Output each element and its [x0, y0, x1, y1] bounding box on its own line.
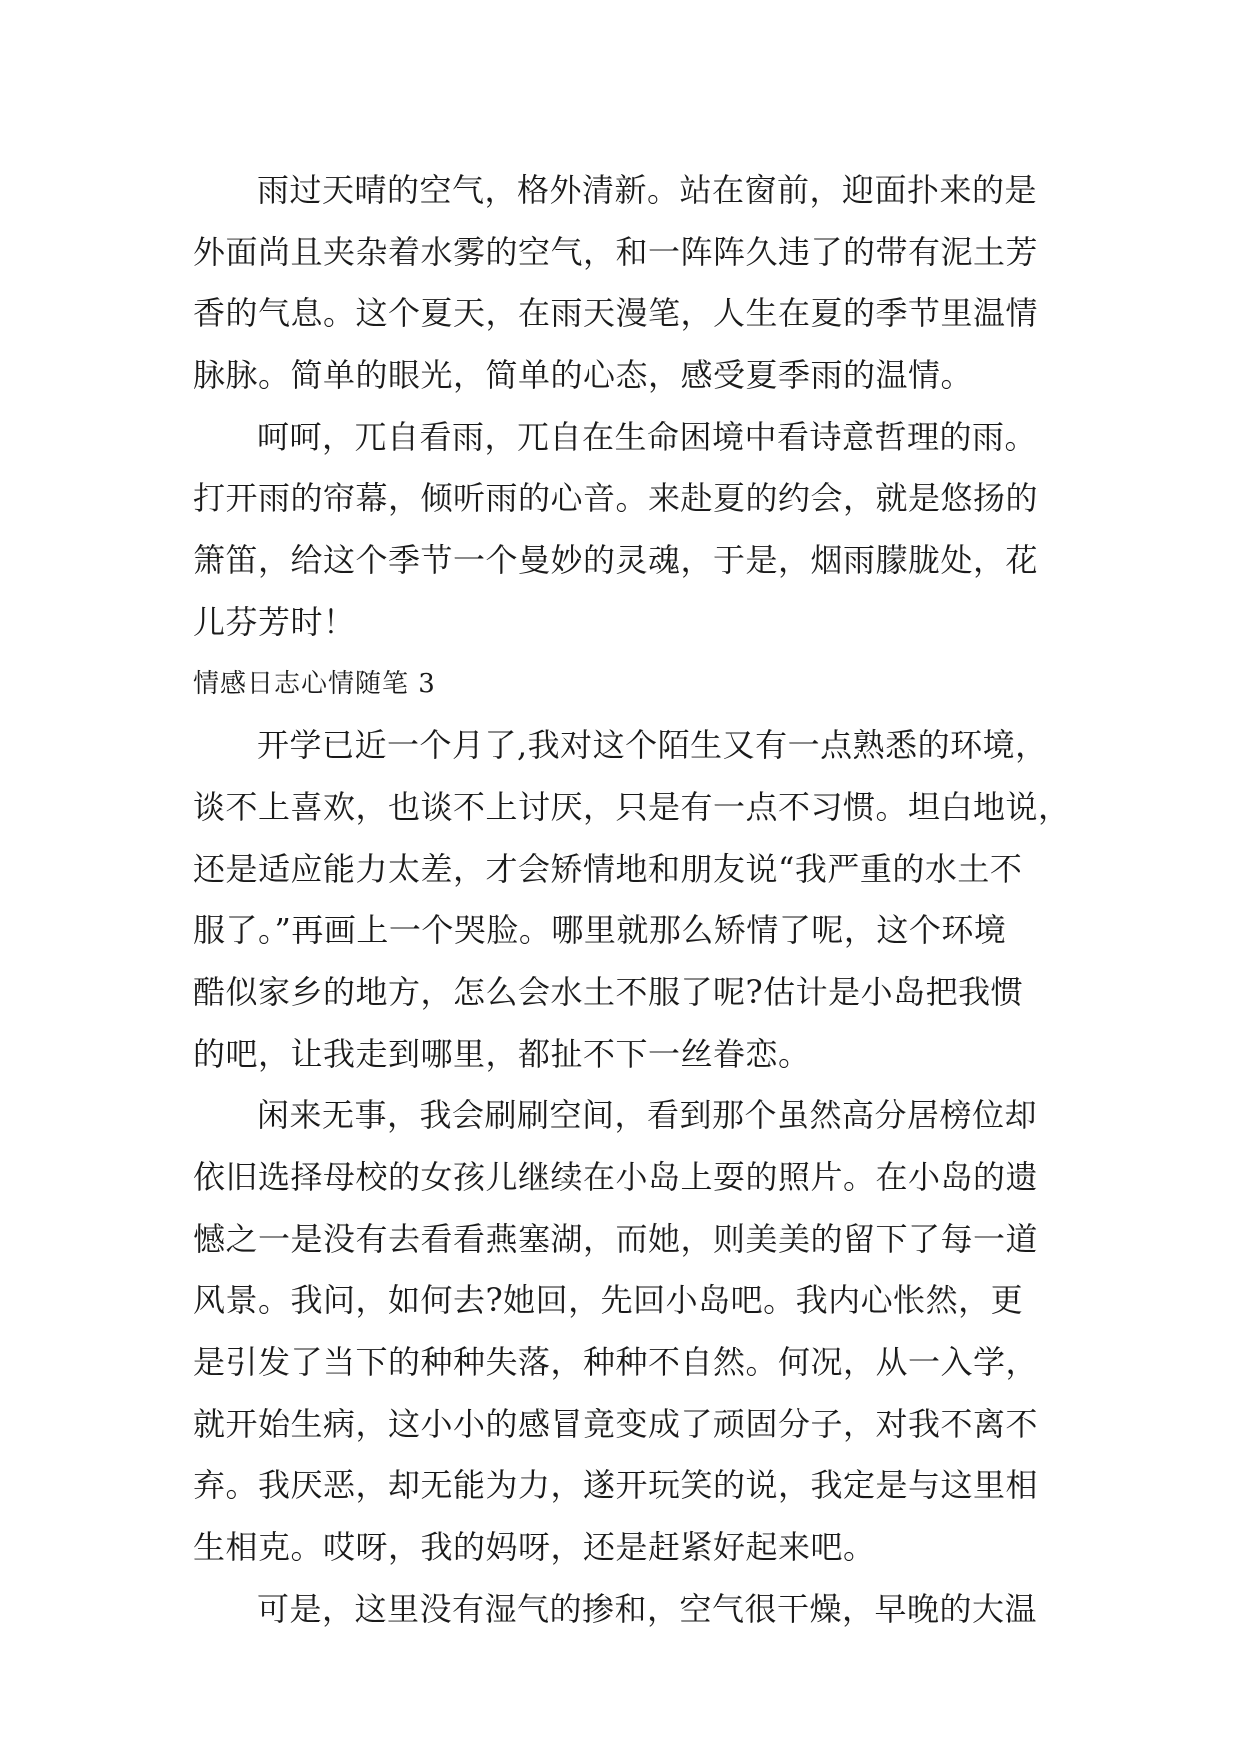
- paragraph-watching-rain: [193, 407, 1073, 654]
- text-line: 还是适应能力太差，才会矫情地和朋友说“我严重的水土不: [193, 849, 1023, 888]
- text-line: 弃。我厌恶，却无能为力，遂开玩笑的说，我定是与这里相: [193, 1466, 1039, 1505]
- section-heading: 情感日志心情随笔 3: [193, 668, 436, 699]
- text-line: 可是，这里没有湿气的掺和，空气很干燥，早晚的大温: [257, 1589, 1038, 1628]
- text-line: 谈不上喜欢，也谈不上讨厌，只是有一点不习惯。坦白地说，: [193, 787, 1071, 826]
- text-line: 依旧选择母校的女孩儿继续在小岛上耍的照片。在小岛的遗: [193, 1158, 1039, 1196]
- text-line: 服了。”再画上一个哭脸。哪里就那么矫情了呢，这个环境: [193, 911, 1007, 950]
- text-line: 就开始生病，这小小的感冒竟变成了顽固分子，对我不离不: [193, 1404, 1039, 1443]
- text-line: 风景。我问，如何去?她回，先回小岛吧。我内心怅然，更: [193, 1281, 1024, 1320]
- document-body: [193, 160, 1073, 1641]
- text-line: 打开雨的帘幕，倾听雨的心音。来赴夏的约会，就是悠扬的: [193, 479, 1039, 518]
- paragraph-island-memories: [193, 1085, 1073, 1579]
- text-line: 闲来无事，我会刷刷空间，看到那个虽然高分居榜位却: [257, 1096, 1038, 1135]
- text-line: 儿芬芳时！: [193, 602, 356, 641]
- text-line: 香的气息。这个夏天，在雨天漫笔，人生在夏的季节里温情: [193, 294, 1039, 333]
- paragraph-new-semester: [193, 715, 1073, 1085]
- paragraph-rain-after: [193, 160, 1073, 407]
- text-line: 生相克。哎呀，我的妈呀，还是赶紧好起来吧。: [193, 1528, 876, 1567]
- text-line: 箫笛，给这个季节一个曼妙的灵魂，于是，烟雨朦胧处，花: [193, 541, 1039, 580]
- text-line: 外面尚且夹杂着水雾的空气，和一阵阵久违了的带有泥土芳: [193, 232, 1039, 271]
- paragraph-dry-air: [193, 1579, 1073, 1641]
- text-line: 憾之一是没有去看看燕塞湖，而她，则美美的留下了每一道: [193, 1219, 1039, 1258]
- text-line: 开学已近一个月了,我对这个陌生又有一点熟悉的环境，: [257, 726, 1048, 765]
- text-line: 的吧，让我走到哪里，都扯不下一丝眷恋。: [193, 1034, 811, 1073]
- text-line: 脉脉。简单的眼光，简单的心态，感受夏季雨的温情。: [193, 356, 974, 395]
- text-line: 雨过天晴的空气，格外清新。站在窗前，迎面扑来的是: [257, 171, 1038, 209]
- text-line: 是引发了当下的种种失落，种种不自然。何况，从一入学，: [193, 1343, 1039, 1382]
- text-line: 呵呵，兀自看雨，兀自在生命困境中看诗意哲理的雨。: [257, 417, 1038, 456]
- text-line: 酷似家乡的地方，怎么会水土不服了呢?估计是小岛把我惯: [193, 972, 1024, 1011]
